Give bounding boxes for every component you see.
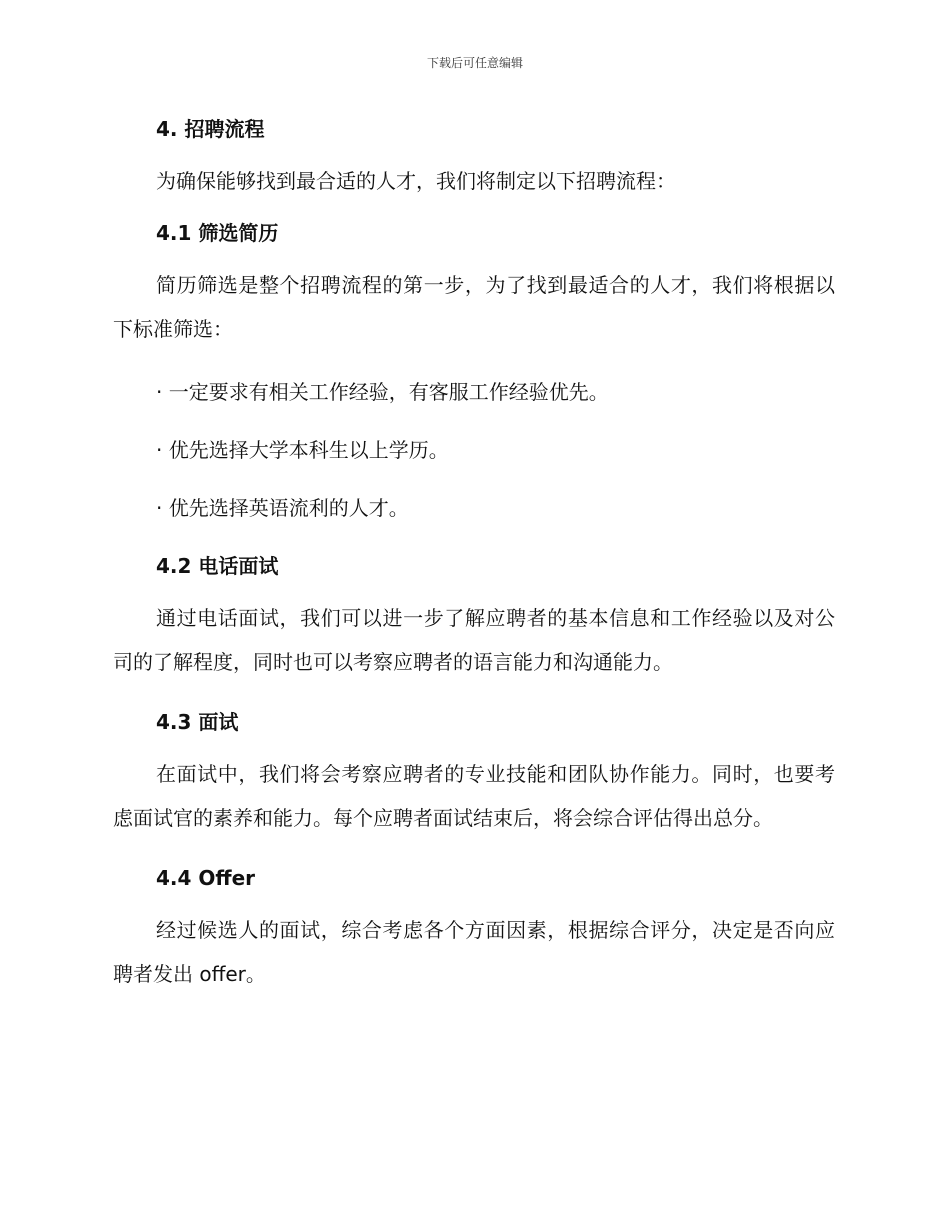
section-heading-recruitment-process: 4. 招聘流程: [156, 117, 265, 141]
resume-screening-paragraph: 简历筛选是整个招聘流程的第一步，为了找到最适合的人才，我们将根据以下标准筛选：: [113, 273, 835, 341]
subheading-offer: 4.4 Offer: [156, 866, 256, 890]
intro-paragraph: 为确保能够找到最合适的人才，我们将制定以下招聘流程：: [156, 169, 676, 193]
header-note: 下载后可任意编辑: [426, 56, 523, 70]
subheading-resume-screening: 4.1 筛选简历: [156, 221, 279, 245]
list-item: · 优先选择大学本科生以上学历。: [156, 438, 449, 462]
subheading-phone-interview: 4.2 电话面试: [156, 554, 279, 578]
phone-interview-paragraph: 通过电话面试，我们可以进一步了解应聘者的基本信息和工作经验以及对公司的了解程度，同时也可以考察应聘者的语言能力和沟通能力。: [113, 606, 835, 674]
offer-paragraph: 经过候选人的面试，综合考虑各个方面因素，根据综合评分，决定是否向应聘者发出 offer。: [113, 918, 835, 986]
interview-paragraph: 在面试中，我们将会考察应聘者的专业技能和团队协作能力。同时，也要考虑面试官的素养和能力。每个应聘者面试结束后，将会综合评估得出总分。: [113, 762, 835, 830]
subheading-interview: 4.3 面试: [156, 710, 239, 734]
document-body: [113, 112, 835, 996]
list-item: · 一定要求有相关工作经验，有客服工作经验优先。: [156, 380, 609, 404]
list-item: · 优先选择英语流利的人才。: [156, 496, 409, 520]
